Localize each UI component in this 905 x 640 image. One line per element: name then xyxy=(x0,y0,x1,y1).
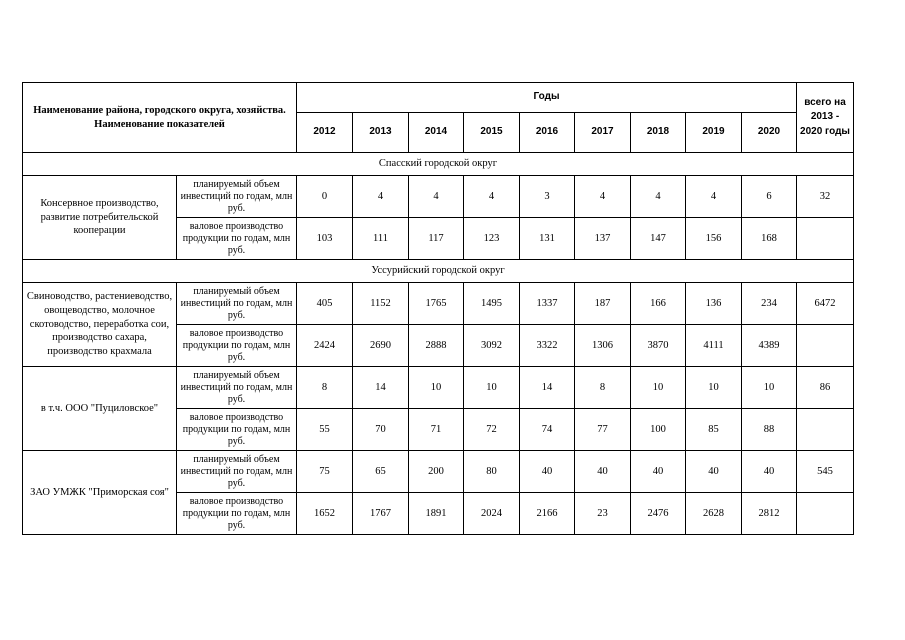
value-cell: 40 xyxy=(742,451,797,493)
value-cell: 10 xyxy=(686,367,742,409)
entity-name: Свиноводство, растениеводство, овощеводство, молочное скотоводство, переработка сои, производство сахара, производство крахмала xyxy=(23,283,177,367)
indicator-label: валовое производство продукции по годам, млн руб. xyxy=(177,409,297,451)
total-cell: 545 xyxy=(797,451,854,493)
value-cell: 85 xyxy=(686,409,742,451)
value-cell: 187 xyxy=(575,283,631,325)
total-cell: 86 xyxy=(797,367,854,409)
section-title: Уссурийский городской округ xyxy=(23,260,854,283)
value-cell: 3 xyxy=(520,176,575,218)
value-cell: 166 xyxy=(631,283,686,325)
value-cell: 156 xyxy=(686,218,742,260)
header-name-column: Наименование района, городского округа, хозяйства. Наименование показателей xyxy=(23,83,297,153)
value-cell: 1306 xyxy=(575,325,631,367)
value-cell: 4 xyxy=(575,176,631,218)
value-cell: 103 xyxy=(297,218,353,260)
indicator-label: планируемый объем инвестиций по годам, млн руб. xyxy=(177,367,297,409)
value-cell: 2812 xyxy=(742,493,797,535)
value-cell: 123 xyxy=(464,218,520,260)
value-cell: 1767 xyxy=(353,493,409,535)
value-cell: 131 xyxy=(520,218,575,260)
value-cell: 10 xyxy=(631,367,686,409)
table-row xyxy=(23,283,854,325)
indicator-label: валовое производство продукции по годам, млн руб. xyxy=(177,218,297,260)
value-cell: 1891 xyxy=(409,493,464,535)
value-cell: 40 xyxy=(631,451,686,493)
entity-name: в т.ч. ООО "Пуциловское" xyxy=(23,367,177,451)
value-cell: 405 xyxy=(297,283,353,325)
entity-name: Консервное производство, развитие потребительской кооперации xyxy=(23,176,177,260)
header-total: всего на 2013 - 2020 годы xyxy=(797,83,854,153)
value-cell: 111 xyxy=(353,218,409,260)
year-header: 2019 xyxy=(686,113,742,153)
value-cell: 136 xyxy=(686,283,742,325)
indicator-label: планируемый объем инвестиций по годам, млн руб. xyxy=(177,176,297,218)
investment-table xyxy=(22,82,854,535)
year-header: 2012 xyxy=(297,113,353,153)
value-cell: 4 xyxy=(686,176,742,218)
value-cell: 117 xyxy=(409,218,464,260)
value-cell: 10 xyxy=(409,367,464,409)
section-row xyxy=(23,260,854,283)
total-cell: 32 xyxy=(797,176,854,218)
value-cell: 1652 xyxy=(297,493,353,535)
value-cell: 65 xyxy=(353,451,409,493)
year-header: 2017 xyxy=(575,113,631,153)
table-row xyxy=(23,176,854,218)
year-header: 2014 xyxy=(409,113,464,153)
value-cell: 10 xyxy=(464,367,520,409)
value-cell: 80 xyxy=(464,451,520,493)
value-cell: 10 xyxy=(742,367,797,409)
value-cell: 40 xyxy=(575,451,631,493)
value-cell: 1337 xyxy=(520,283,575,325)
value-cell: 23 xyxy=(575,493,631,535)
value-cell: 88 xyxy=(742,409,797,451)
value-cell: 2690 xyxy=(353,325,409,367)
year-header: 2013 xyxy=(353,113,409,153)
indicator-label: валовое производство продукции по годам, млн руб. xyxy=(177,493,297,535)
value-cell: 8 xyxy=(297,367,353,409)
value-cell: 2166 xyxy=(520,493,575,535)
value-cell: 55 xyxy=(297,409,353,451)
indicator-label: валовое производство продукции по годам, млн руб. xyxy=(177,325,297,367)
value-cell: 2424 xyxy=(297,325,353,367)
year-header: 2018 xyxy=(631,113,686,153)
total-cell xyxy=(797,218,854,260)
value-cell: 70 xyxy=(353,409,409,451)
value-cell: 71 xyxy=(409,409,464,451)
section-title: Спасский городской округ xyxy=(23,153,854,176)
total-cell xyxy=(797,325,854,367)
total-cell xyxy=(797,409,854,451)
value-cell: 40 xyxy=(686,451,742,493)
value-cell: 4 xyxy=(409,176,464,218)
value-cell: 147 xyxy=(631,218,686,260)
header-years: Годы xyxy=(297,83,797,113)
year-header: 2016 xyxy=(520,113,575,153)
value-cell: 4 xyxy=(631,176,686,218)
value-cell: 6 xyxy=(742,176,797,218)
value-cell: 137 xyxy=(575,218,631,260)
value-cell: 72 xyxy=(464,409,520,451)
indicator-label: планируемый объем инвестиций по годам, млн руб. xyxy=(177,451,297,493)
value-cell: 40 xyxy=(520,451,575,493)
value-cell: 1495 xyxy=(464,283,520,325)
table-row xyxy=(23,367,854,409)
value-cell: 3092 xyxy=(464,325,520,367)
value-cell: 100 xyxy=(631,409,686,451)
value-cell: 4111 xyxy=(686,325,742,367)
indicator-label: планируемый объем инвестиций по годам, млн руб. xyxy=(177,283,297,325)
value-cell: 1152 xyxy=(353,283,409,325)
value-cell: 0 xyxy=(297,176,353,218)
value-cell: 14 xyxy=(520,367,575,409)
year-header: 2020 xyxy=(742,113,797,153)
value-cell: 14 xyxy=(353,367,409,409)
value-cell: 234 xyxy=(742,283,797,325)
total-cell xyxy=(797,493,854,535)
value-cell: 4 xyxy=(464,176,520,218)
value-cell: 77 xyxy=(575,409,631,451)
value-cell: 74 xyxy=(520,409,575,451)
value-cell: 2024 xyxy=(464,493,520,535)
total-cell: 6472 xyxy=(797,283,854,325)
value-cell: 75 xyxy=(297,451,353,493)
value-cell: 200 xyxy=(409,451,464,493)
value-cell: 2888 xyxy=(409,325,464,367)
value-cell: 2628 xyxy=(686,493,742,535)
year-header: 2015 xyxy=(464,113,520,153)
value-cell: 2476 xyxy=(631,493,686,535)
value-cell: 4389 xyxy=(742,325,797,367)
value-cell: 3870 xyxy=(631,325,686,367)
value-cell: 8 xyxy=(575,367,631,409)
value-cell: 1765 xyxy=(409,283,464,325)
value-cell: 168 xyxy=(742,218,797,260)
entity-name: ЗАО УМЖК "Приморская соя" xyxy=(23,451,177,535)
table-row xyxy=(23,451,854,493)
value-cell: 3322 xyxy=(520,325,575,367)
value-cell: 4 xyxy=(353,176,409,218)
section-row xyxy=(23,153,854,176)
